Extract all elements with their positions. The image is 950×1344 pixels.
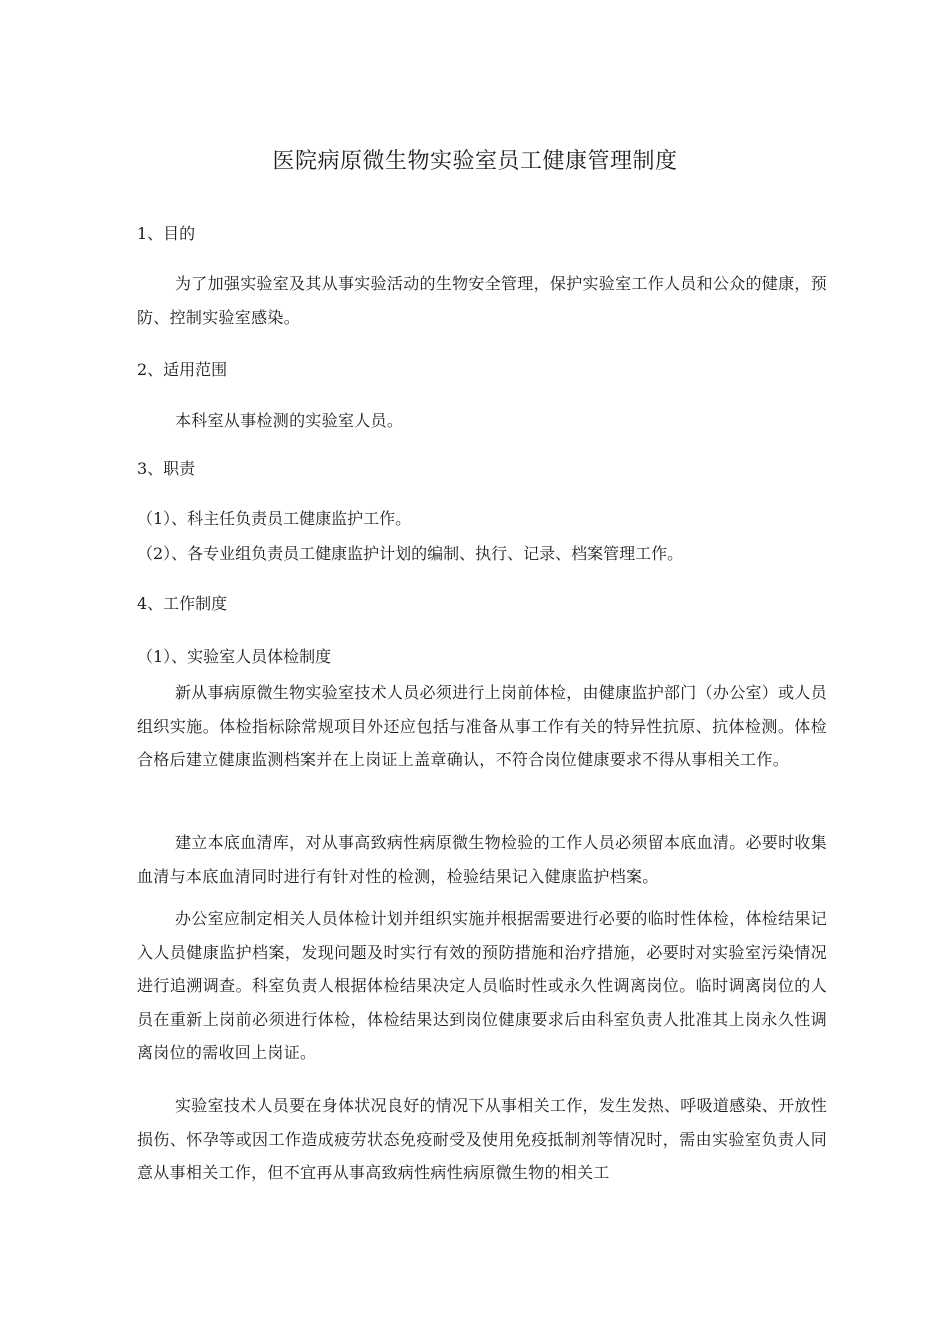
purpose-paragraph: 为了加强实验室及其从事实验活动的生物安全管理，保护实验室工作人员和公众的健康，预防、控制实验室感染。 [137, 274, 828, 327]
section-heading-purpose: 1、目的 [137, 224, 196, 243]
work-system-paragraph-4: 实验室技术人员要在身体状况良好的情况下从事相关工作，发生发热、呼吸道感染、开放性损伤、怀孕等或因工作造成疲劳状态免疫耐受及使用免疫抵制剂等情况时，需由实验室负责人同意从事相关工作，但不宜再从事高致病性病性病原微生物的相关工 [137, 1096, 828, 1182]
scope-paragraph: 本科室从事检测的实验室人员。 [175, 411, 404, 430]
section-heading-scope: 2、适用范围 [137, 360, 228, 379]
responsibility-item-1: （1）、科主任负责员工健康监护工作。 [137, 509, 412, 528]
responsibility-item-2: （2）、各专业组负责员工健康监护计划的编制、执行、记录、档案管理工作。 [137, 544, 684, 563]
work-system-paragraph-2: 建立本底血清库，对从事高致病性病原微生物检验的工作人员必须留本底血清。必要时收集血清与本底血清同时进行有针对性的检测，检验结果记入健康监护档案。 [137, 833, 828, 886]
work-system-paragraph-1: 新从事病原微生物实验室技术人员必须进行上岗前体检，由健康监护部门（办公室）或人员组织实施。体检指标除常规项目外还应包括与准备从事工作有关的特异性抗原、抗体检测。体检合格后建立健康监测档案并在上岗证上盖章确认，不符合岗位健康要求不得从事相关工作。 [137, 683, 828, 769]
work-system-paragraph-3: 办公室应制定相关人员体检计划并组织实施并根据需要进行必要的临时性体检，体检结果记入人员健康监护档案，发现问题及时实行有效的预防措施和治疗措施，必要时对实验室污染情况进行追溯调查。科室负责人根据体检结果决定人员临时性或永久性调离岗位。临时调离岗位的人员在重新上岗前必须进行体检，体检结果达到岗位健康要求后由科室负责人批准其上岗永久性调离岗位的需收回上岗证。 [137, 909, 828, 1062]
document-title: 医院病原微生物实验室员工健康管理制度 [272, 149, 678, 174]
section-heading-work-system: 4、工作制度 [137, 594, 228, 613]
section-heading-responsibility: 3、职责 [137, 459, 196, 478]
work-system-subheading: （1）、实验室人员体检制度 [137, 647, 332, 666]
